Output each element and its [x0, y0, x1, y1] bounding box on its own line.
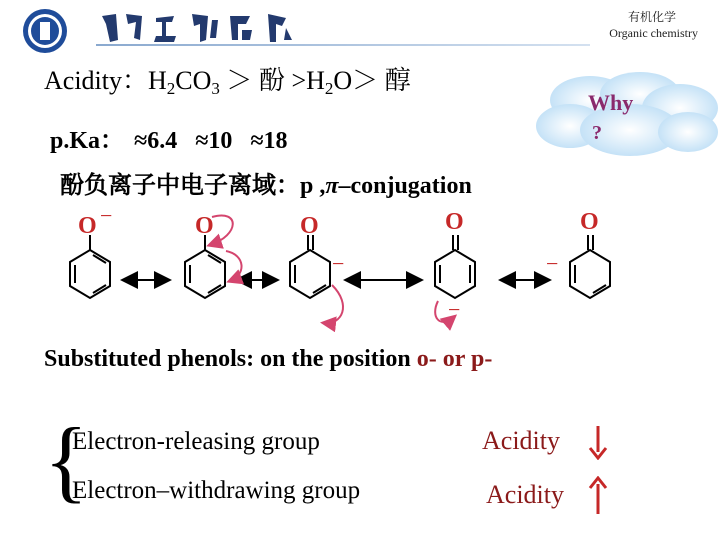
- substituted-phenols-line: [44, 346, 492, 373]
- o-atom-3: O: [300, 213, 319, 239]
- electron-withdrawing-label: Electron–withdrawing group: [72, 477, 361, 504]
- pka-label: p.Ka：: [50, 128, 125, 154]
- o-atom-4: O: [445, 209, 464, 235]
- acidity-order-line: [44, 60, 411, 97]
- h2co3: $H_2CO_3$: [148, 66, 220, 98]
- delocalization-cn: 酚负离子中电子离域：: [60, 171, 300, 199]
- alcohol-label: 醇: [384, 66, 411, 96]
- why-label: Why: [588, 90, 634, 115]
- university-calligraphy-banner: [96, 10, 590, 46]
- negative-charge-4: −: [448, 297, 461, 322]
- greater-than-1: ＞: [219, 66, 253, 95]
- phenol-label: 酚: [258, 66, 285, 96]
- o-atom-5: O: [580, 209, 599, 235]
- arrow-up-icon: [586, 476, 610, 516]
- pka-values: ≈6.4 ≈10 ≈18: [134, 128, 288, 154]
- pka-line: [50, 120, 288, 155]
- negative-charge-3: −: [332, 251, 345, 276]
- pi-symbol: π: [325, 173, 339, 199]
- water: $H_2O$: [306, 66, 353, 98]
- greater-than-2: >: [284, 66, 307, 95]
- arrow-down-icon: [586, 424, 610, 460]
- negative-charge-5: −: [546, 251, 559, 276]
- o-atom-2: O: [195, 213, 214, 239]
- why-question-mark: ?: [592, 122, 602, 144]
- o-minus-atom-1: O: [78, 213, 97, 239]
- delocalization-en: p ,: [300, 173, 326, 199]
- acidity-label: Acidity：: [44, 66, 148, 95]
- greater-than-3: ＞: [352, 66, 379, 95]
- course-title-en: Organic chemistry: [609, 26, 698, 40]
- header-divider: [96, 44, 590, 46]
- conjugation-text: –conjugation: [338, 173, 472, 199]
- substituted-text: Substituted phenols: on the position: [44, 346, 411, 372]
- acidity-label-2: Acidity: [486, 480, 564, 509]
- left-brace: {: [44, 409, 89, 511]
- delocalization-line: [60, 165, 472, 200]
- position-text: o- or p-: [410, 346, 493, 372]
- school-seal-logo: [22, 8, 68, 54]
- electron-releasing-label: Electron-releasing group: [72, 428, 320, 455]
- acidity-label-1: Acidity: [482, 426, 560, 455]
- course-title-cn: 有机化学: [627, 10, 676, 24]
- negative-charge-1: −: [100, 205, 113, 228]
- phenoxide-resonance-structures: [40, 205, 680, 345]
